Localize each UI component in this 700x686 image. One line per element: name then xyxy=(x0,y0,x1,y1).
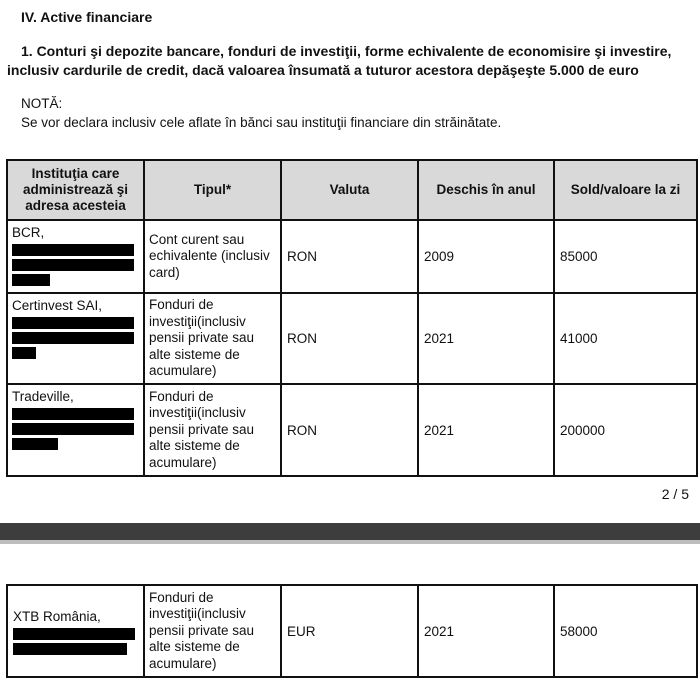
redaction-bar xyxy=(13,628,135,640)
redaction-bar xyxy=(12,259,134,271)
cell-currency: RON xyxy=(281,293,418,384)
table-row xyxy=(7,220,697,293)
page-divider xyxy=(0,523,700,540)
header-type: Tipul* xyxy=(144,160,281,220)
heading-line-1: 1. Conturi şi depozite bancare, fonduri de investiţii, forme echivalente de economisire şi investire, xyxy=(21,43,672,59)
header-currency: Valuta xyxy=(281,160,418,220)
cell-balance: 58000 xyxy=(554,585,697,677)
cell-opened: 2021 xyxy=(418,384,554,476)
cell-opened: 2021 xyxy=(418,585,554,677)
institution-name: Tradeville, xyxy=(12,389,74,404)
redaction-bar xyxy=(12,332,134,344)
note-label: NOTĂ: xyxy=(21,96,63,111)
redaction-bar xyxy=(12,423,134,435)
header-balance: Sold/valoare la zi xyxy=(554,160,697,220)
cell-balance: 200000 xyxy=(554,384,697,476)
heading xyxy=(7,42,697,80)
cell-balance: 85000 xyxy=(554,220,697,293)
financial-assets-table xyxy=(6,159,698,477)
redaction-bar xyxy=(12,347,36,359)
table-row xyxy=(7,585,697,677)
page-number: 2 / 5 xyxy=(661,486,689,502)
institution-name: XTB România, xyxy=(13,608,101,624)
cell-type: Cont curent sau echivalente (inclusiv card) xyxy=(144,220,281,293)
cell-currency: RON xyxy=(281,220,418,293)
page-divider-shadow xyxy=(0,540,700,544)
cell-opened: 2021 xyxy=(418,293,554,384)
redaction-bar xyxy=(12,438,58,450)
redaction-bar xyxy=(12,408,134,420)
financial-assets-table-continued xyxy=(6,584,698,678)
note-text: Se vor declara inclusiv cele aflate în bănci sau instituţii financiare din străinătate. xyxy=(21,115,502,130)
cell-institution xyxy=(7,384,144,476)
redaction-bar xyxy=(12,244,134,256)
cell-institution xyxy=(7,585,144,677)
heading-line-2: inclusiv cardurile de credit, dacă valoarea însumată a tuturor acestora depăşeşte 5.000 de euro xyxy=(7,62,639,78)
cell-institution xyxy=(7,293,144,384)
section-title: IV. Active financiare xyxy=(21,9,153,25)
redaction-bar xyxy=(13,643,127,655)
institution-name: Certinvest SAI, xyxy=(12,298,103,313)
header-institution: Instituţia care administrează şi adresa acesteia xyxy=(7,160,144,220)
cell-institution xyxy=(7,220,144,293)
cell-balance: 41000 xyxy=(554,293,697,384)
redaction-bar xyxy=(12,317,134,329)
redaction-bar xyxy=(12,274,50,286)
cell-currency: RON xyxy=(281,384,418,476)
table-row xyxy=(7,384,697,476)
cell-type: Fonduri de investiţii(inclusiv pensii private sau alte sisteme de acumulare) xyxy=(144,585,281,677)
cell-currency: EUR xyxy=(281,585,418,677)
table-row xyxy=(7,293,697,384)
institution-name: BCR, xyxy=(12,225,45,240)
table-header-row xyxy=(7,160,697,220)
cell-opened: 2009 xyxy=(418,220,554,293)
cell-type: Fonduri de investiţii(inclusiv pensii private sau alte sisteme de acumulare) xyxy=(144,293,281,384)
header-opened: Deschis în anul xyxy=(418,160,554,220)
cell-type: Fonduri de investiţii(inclusiv pensii private sau alte sisteme de acumulare) xyxy=(144,384,281,476)
